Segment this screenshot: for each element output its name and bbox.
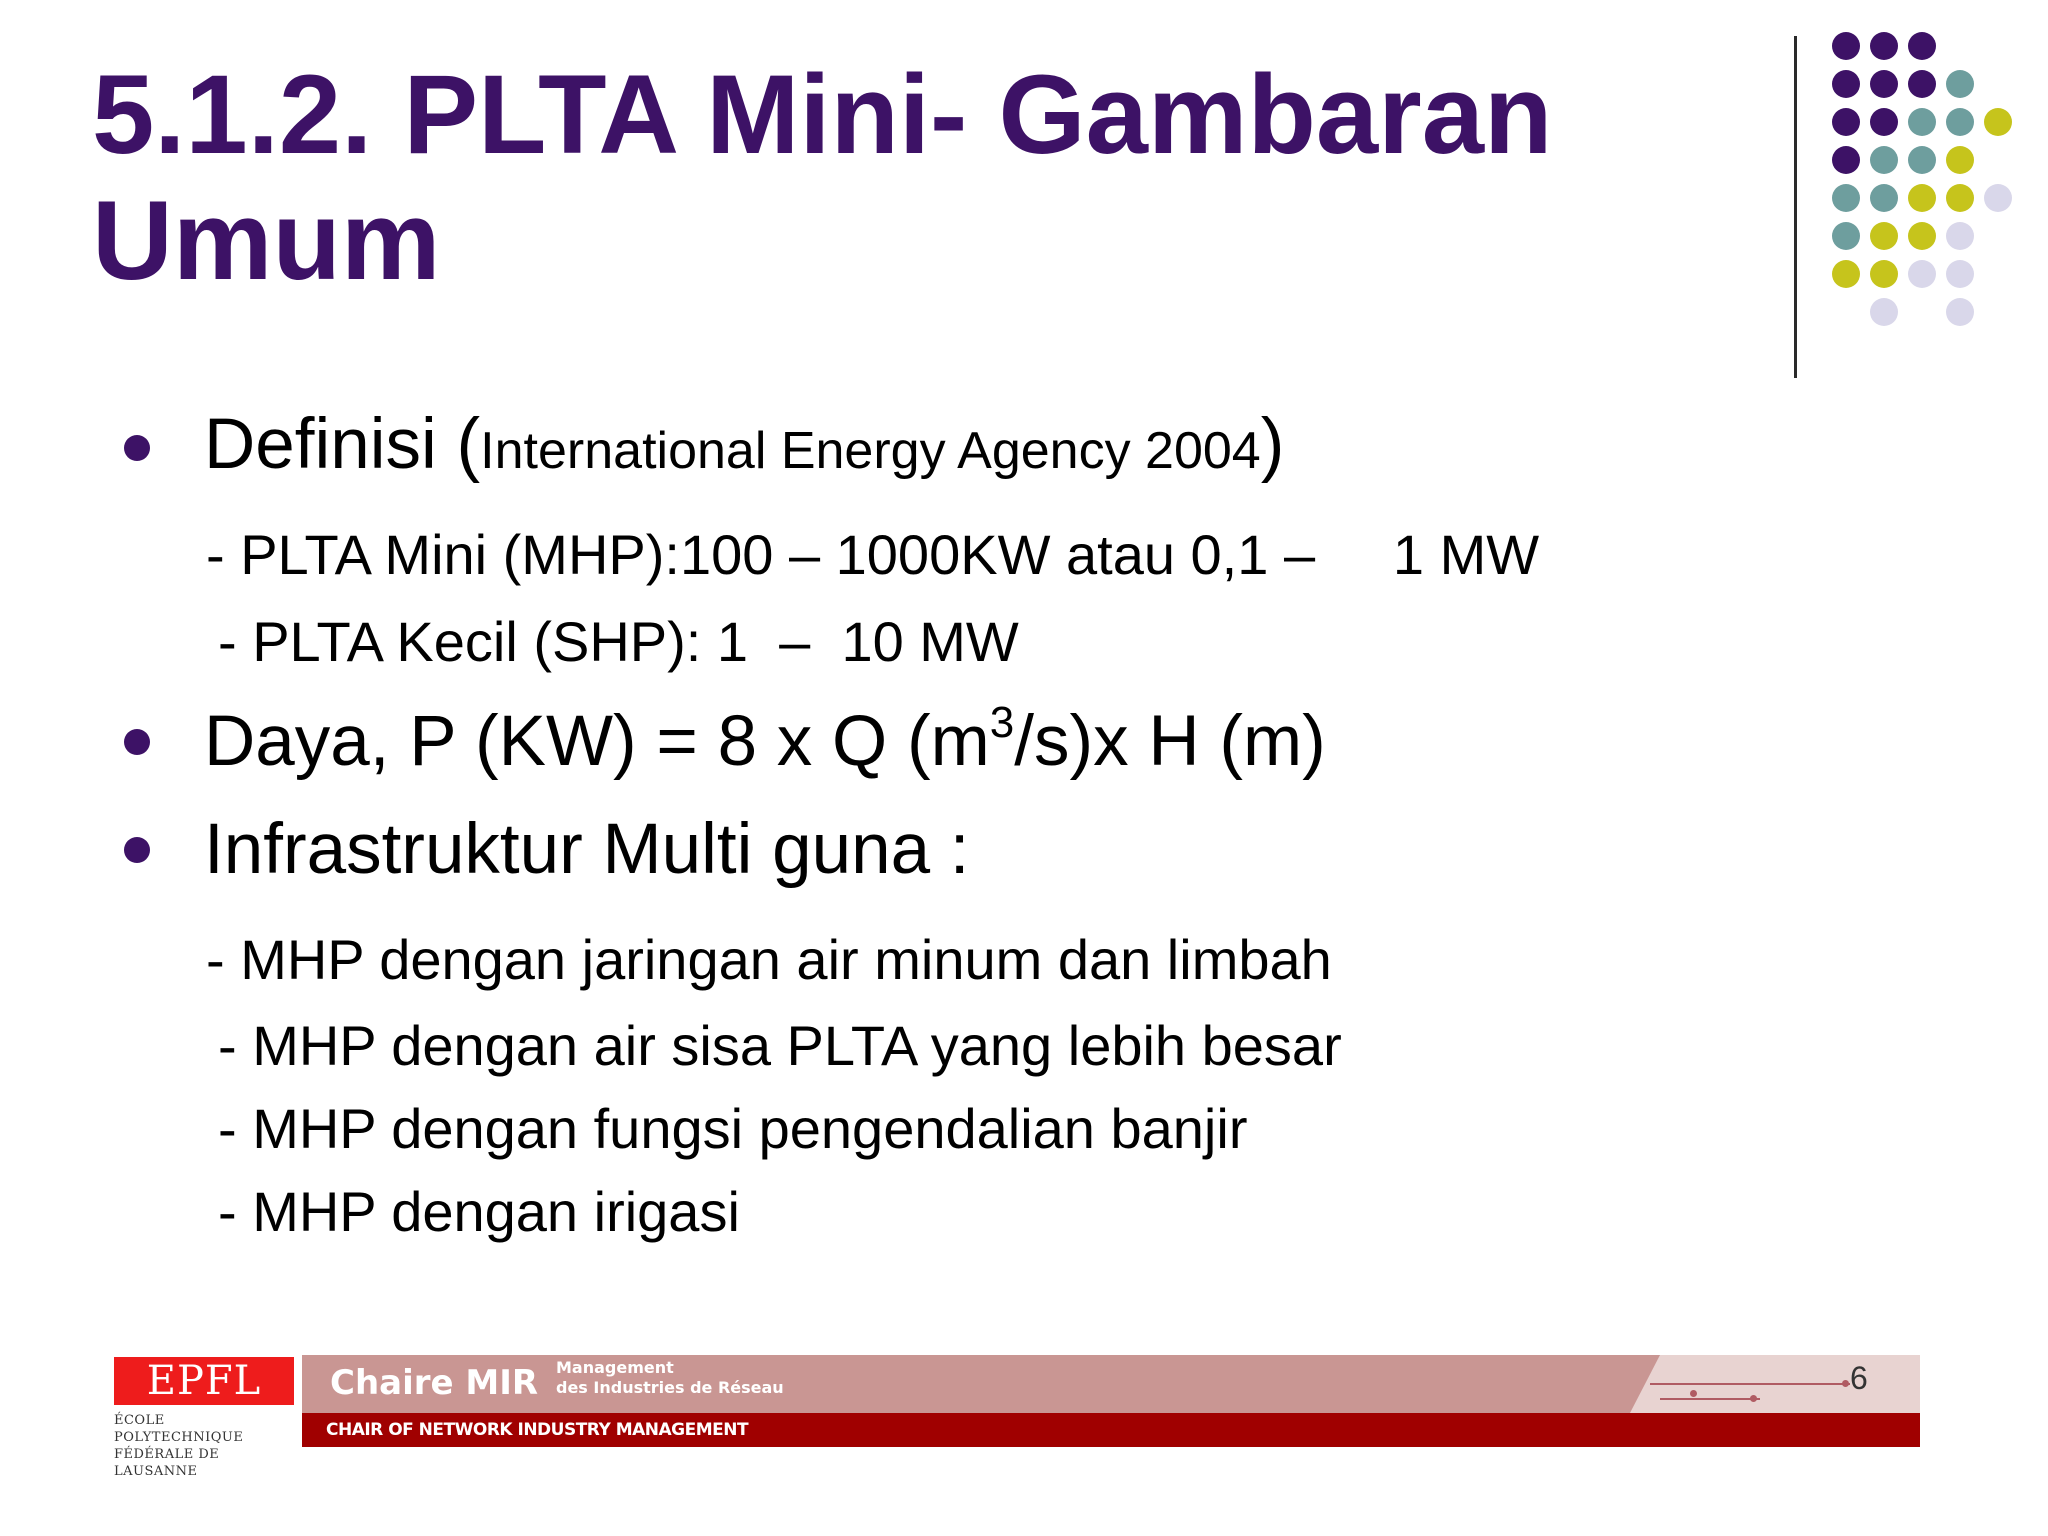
chair-english-name: CHAIR OF NETWORK INDUSTRY MANAGEMENT [326,1420,749,1440]
dot [1832,32,1860,60]
chair-name: Chaire MIR [330,1363,539,1403]
dot [1946,298,1974,326]
bullet-text [204,698,1326,782]
dot [1908,260,1936,288]
dot [1908,222,1936,250]
title-divider-line [1794,36,1797,378]
dot [1908,70,1936,98]
chair-subtitle-line2: des Industries de Réseau [556,1378,784,1397]
sub-item-air-sisa: - MHP dengan air sisa PLTA yang lebih besar [218,1014,1342,1077]
footer-deco-line [1660,1398,1760,1400]
dot [1832,70,1860,98]
dot [1870,222,1898,250]
dot [1870,32,1898,60]
dot [1946,222,1974,250]
definisi-source: International Energy Agency 2004 [480,422,1261,480]
dot [1870,146,1898,174]
dot [1870,70,1898,98]
dot [1908,32,1936,60]
dot [1832,260,1860,288]
dot [1870,184,1898,212]
slide-title: 5.1.2. PLTA Mini- Gambaran Umum [92,52,1553,303]
dot [1908,184,1936,212]
bullet-marker [124,837,150,863]
dot [1832,108,1860,136]
bullet-definisi [124,405,1284,491]
definisi-label: Definisi ( [204,405,481,484]
bullet-marker [124,729,150,755]
dot [1984,184,2012,212]
school-name: ÉCOLE POLYTECHNIQUE FÉDÉRALE DE LAUSANNE [114,1413,244,1479]
dot [1870,260,1898,288]
dot [1832,222,1860,250]
formula-superscript: 3 [989,698,1015,747]
dot [1946,146,1974,174]
dot [1946,70,1974,98]
sub-item-irigasi: - MHP dengan irigasi [218,1180,740,1243]
formula-post: /s)x H (m) [1014,702,1326,781]
chair-subtitle [556,1358,784,1398]
bullet-marker [124,435,150,461]
bullet-text [204,405,1284,491]
dot [1946,260,1974,288]
dot [1908,108,1936,136]
dot [1908,146,1936,174]
chair-subtitle-line1: Management [556,1358,674,1377]
bullet-text: Infrastruktur Multi guna : [204,810,970,889]
page-number: 6 [1850,1360,1868,1396]
footer-deco-line [1650,1383,1850,1385]
footer-deco-dot [1690,1390,1697,1397]
sub-item-banjir: - MHP dengan fungsi pengendalian banjir [218,1097,1248,1160]
bullet-daya [124,698,1326,782]
footer-deco-dot [1842,1380,1849,1387]
sub-item-air-minum: - MHP dengan jaringan air minum dan limbah [206,928,1332,991]
definisi-close: ) [1260,405,1285,484]
decorative-dot-grid [1832,32,2032,332]
formula-pre: Daya, P (KW) = 8 x Q (m [204,702,990,781]
dot [1832,184,1860,212]
sub-item-plta-mini: - PLTA Mini (MHP):100 – 1000KW atau 0,1 – 1 MW [206,523,1540,586]
dot [1984,108,2012,136]
epfl-logo [114,1357,294,1405]
dot [1870,298,1898,326]
dot [1870,108,1898,136]
bullet-infrastruktur [124,810,970,890]
footer-deco-dot [1750,1395,1757,1402]
epfl-logo-text: EPFL [146,1358,262,1404]
dot [1832,146,1860,174]
dot [1946,108,1974,136]
dot [1946,184,1974,212]
sub-item-plta-kecil: - PLTA Kecil (SHP): 1 – 10 MW [218,610,1019,673]
